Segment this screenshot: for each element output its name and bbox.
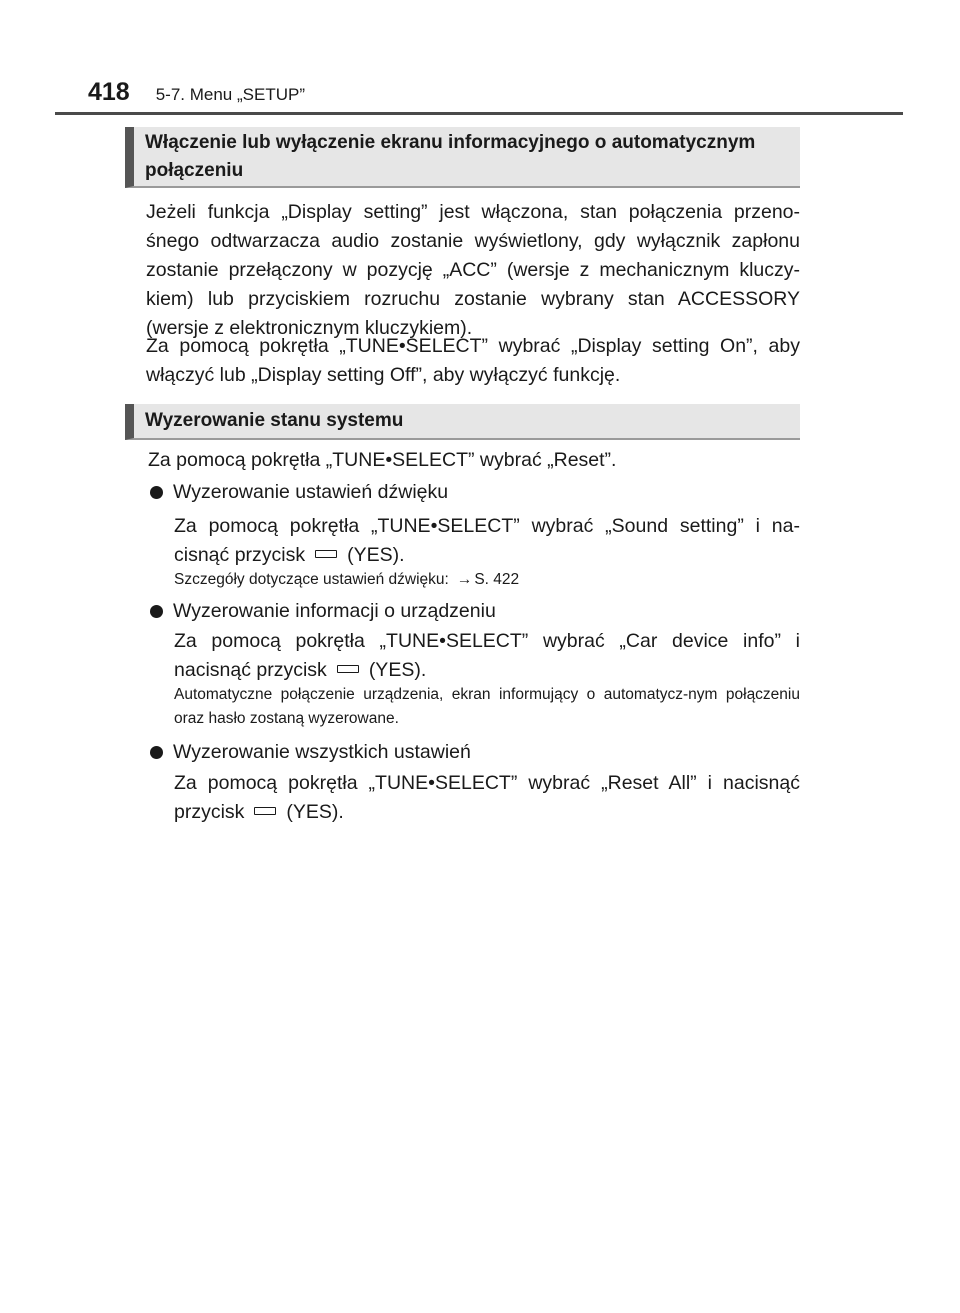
bullet-icon	[150, 746, 163, 759]
bullet-icon	[150, 486, 163, 499]
display-setting-description: Jeżeli funkcja „Display setting” jest włączona, stan połączenia przeno-śnego odtwarzacza audio zostanie wyświetlony, gdy wyłącznik zapłonu zostanie przełączony w pozycję „ACC” (wersje z mechanicznym kluczy-kiem) lub przyciskiem rozruchu zostanie wybrany stan ACCESSORY (wersje z elektronicznym kluczykiem).	[146, 201, 800, 339]
list-item-title: Wyzerowanie informacji o urządzeniu	[173, 600, 496, 622]
display-setting-instruction: Za pomocą pokrętła „TUNE•SELECT” wybrać „Display setting On”, aby włączyć lub „Display setting Off”, aby wyłączyć funkcję.	[146, 335, 800, 386]
button-icon	[315, 550, 337, 558]
sound-reset-note: Szczegóły dotyczące ustawień dźwięku: → S. 422	[174, 568, 800, 592]
section-heading-text: Wyzerowanie stanu systemu	[145, 410, 404, 431]
section-breadcrumb: 5-7. Menu „SETUP”	[155, 85, 305, 104]
page-number: 418	[88, 78, 130, 106]
reset-intro: Za pomocą pokrętła „TUNE•SELECT” wybrać „Reset”.	[148, 449, 617, 471]
section-heading-text: Włączenie lub wyłączenie ekranu informacyjnego o automatycznym połączeniu	[145, 131, 756, 181]
list-item-title: Wyzerowanie wszystkich ustawień	[173, 741, 471, 763]
bullet-icon	[150, 605, 163, 618]
header-divider	[55, 112, 903, 115]
sound-reset-instruction: Za pomocą pokrętła „TUNE•SELECT” wybrać „Sound setting” i na-cisnąć przycisk (YES).	[174, 515, 800, 566]
list-item-title: Wyzerowanie ustawień dźwięku	[173, 481, 449, 503]
list-item-sound-reset	[150, 478, 448, 507]
section-heading-reset	[125, 404, 800, 440]
device-reset-note: Automatyczne połączenie urządzenia, ekran informujący o automatycz-nym połączeniu oraz hasło zostaną wyzerowane.	[174, 686, 800, 727]
reset-all-instruction: Za pomocą pokrętła „TUNE•SELECT” wybrać „Reset All” i nacisnąć przycisk (YES).	[174, 772, 800, 823]
list-item-device-reset	[150, 597, 496, 626]
page-reference: S. 422	[474, 571, 520, 588]
device-reset-instruction: Za pomocą pokrętła „TUNE•SELECT” wybrać „Car device info” i nacisnąć przycisk (YES).	[174, 630, 800, 681]
button-icon	[337, 665, 359, 673]
page-header	[88, 78, 305, 110]
list-item-reset-all	[150, 738, 471, 767]
button-icon	[254, 807, 276, 815]
arrow-right-icon: →	[456, 571, 473, 588]
section-heading-display-setting	[125, 127, 800, 188]
